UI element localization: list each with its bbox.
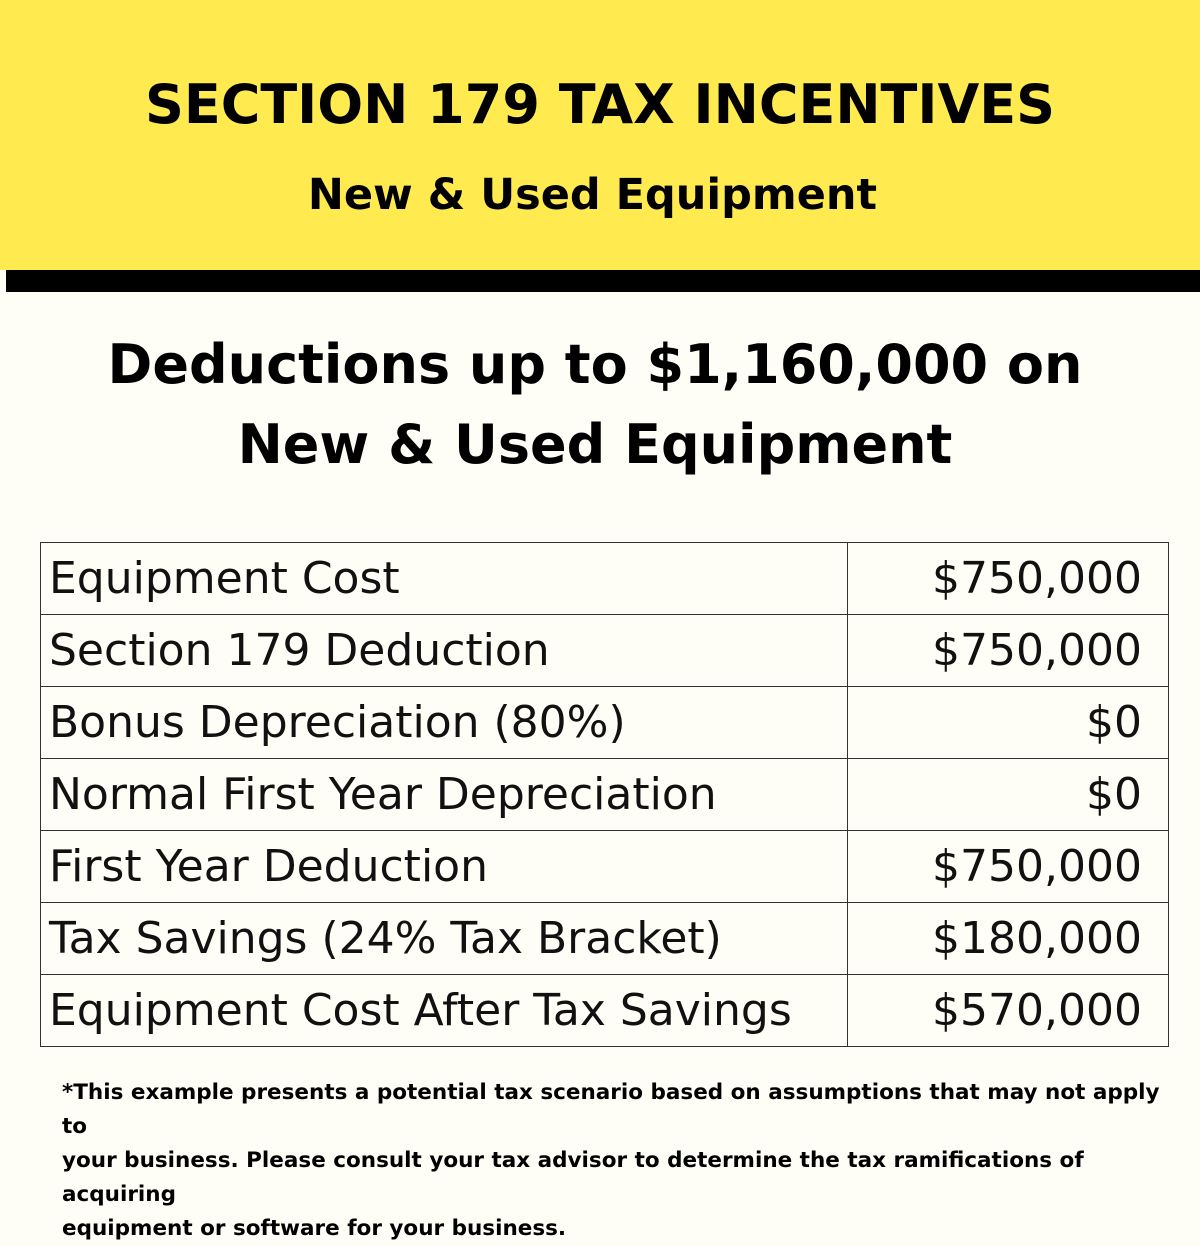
footnote-line-1: *This example presents a potential tax scenario based on assumptions that may not apply to: [62, 1080, 1160, 1139]
row-label-normal-first-year-depreciation: Normal First Year Depreciation: [41, 759, 848, 831]
row-label-tax-savings: Tax Savings (24% Tax Bracket): [41, 903, 848, 975]
table-row: [41, 903, 1169, 975]
row-value-first-year-deduction: $750,000: [848, 831, 1169, 903]
row-value-section-179-deduction: $750,000: [848, 615, 1169, 687]
row-value-tax-savings: $180,000: [848, 903, 1169, 975]
table-row: [41, 831, 1169, 903]
footnote-line-3: equipment or software for your business.: [62, 1216, 567, 1241]
row-label-equipment-cost: Equipment Cost: [41, 543, 848, 615]
row-value-cost-after-savings: $570,000: [848, 975, 1169, 1047]
row-value-bonus-depreciation: $0: [848, 687, 1169, 759]
headline: [0, 325, 1190, 485]
header-divider: [6, 270, 1200, 292]
disclaimer-footnote: [62, 1076, 1162, 1246]
table-row: [41, 543, 1169, 615]
banner-title: SECTION 179 TAX INCENTIVES: [144, 73, 1056, 136]
table-row: [41, 615, 1169, 687]
table-row: [41, 975, 1169, 1047]
table-row: [41, 687, 1169, 759]
banner-subtitle: New & Used Equipment: [307, 170, 878, 220]
row-value-equipment-cost: $750,000: [848, 543, 1169, 615]
table-row: [41, 759, 1169, 831]
header-banner: [0, 0, 1200, 270]
footnote-line-2: your business. Please consult your tax advisor to determine the tax ramifications of acquiring: [62, 1148, 1084, 1207]
row-label-first-year-deduction: First Year Deduction: [41, 831, 848, 903]
row-label-section-179-deduction: Section 179 Deduction: [41, 615, 848, 687]
deduction-table: [40, 542, 1169, 1047]
headline-line-2: New & Used Equipment: [237, 413, 953, 476]
row-label-bonus-depreciation: Bonus Depreciation (80%): [41, 687, 848, 759]
row-label-cost-after-savings: Equipment Cost After Tax Savings: [41, 975, 848, 1047]
row-value-normal-first-year-depreciation: $0: [848, 759, 1169, 831]
headline-line-1: Deductions up to $1,160,000 on: [107, 333, 1083, 396]
